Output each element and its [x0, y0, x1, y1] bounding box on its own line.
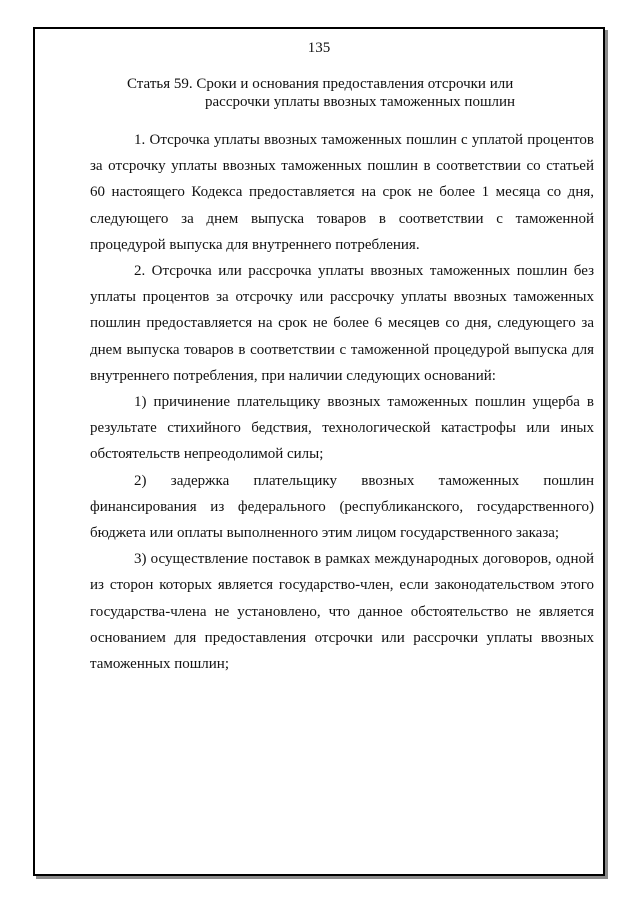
article-body [90, 127, 594, 677]
list-item-3: 3) осуществление поставок в рамках международных договоров, одной из сторон которых является государство-член, если законодательством этого государства-члена не установлено, что данное обстоятельство не является основанием для предоставления отсрочки или рассрочки уплаты ввозных таможенных пошлин; [90, 551, 594, 673]
article-heading-line-1: Статья 59. Сроки и основания предоставления отсрочки или [127, 76, 514, 92]
page-number: 135 [307, 40, 331, 56]
article-heading [127, 75, 557, 111]
paragraph-1: 1. Отсрочка уплаты ввозных таможенных пошлин с уплатой процентов за отсрочку уплаты ввозных таможенных пошлин в соответствии со статьей 60 настоящего Кодекса предоставляется на срок не более 1 месяца со дня, следующего за днем выпуска товаров в соответствии с таможенной процедурой выпуска для внутреннего потребления. [90, 132, 594, 253]
article-heading-line-2: рассрочки уплаты ввозных таможенных пошлин [205, 94, 516, 110]
paragraph-2: 2. Отсрочка или рассрочка уплаты ввозных таможенных пошлин без уплаты процентов за отсрочку или рассрочку уплаты ввозных таможенных пошлин предоставляется на срок не более 6 месяцев со дня, следующего за днем выпуска товаров в соответствии с таможенной процедурой выпуска для внутреннего потребления, при наличии следующих оснований: [90, 263, 594, 384]
list-item-2: 2) задержка плательщику ввозных таможенных пошлин финансирования из федерального (республиканского, государственного) бюджета или оплаты выполненного этим лицом государственного заказа; [90, 472, 594, 542]
page-frame [33, 27, 605, 876]
list-item-1: 1) причинение плательщику ввозных таможенных пошлин ущерба в результате стихийного бедствия, технологической катастрофы или иных обстоятельств непреодолимой силы; [90, 394, 594, 463]
